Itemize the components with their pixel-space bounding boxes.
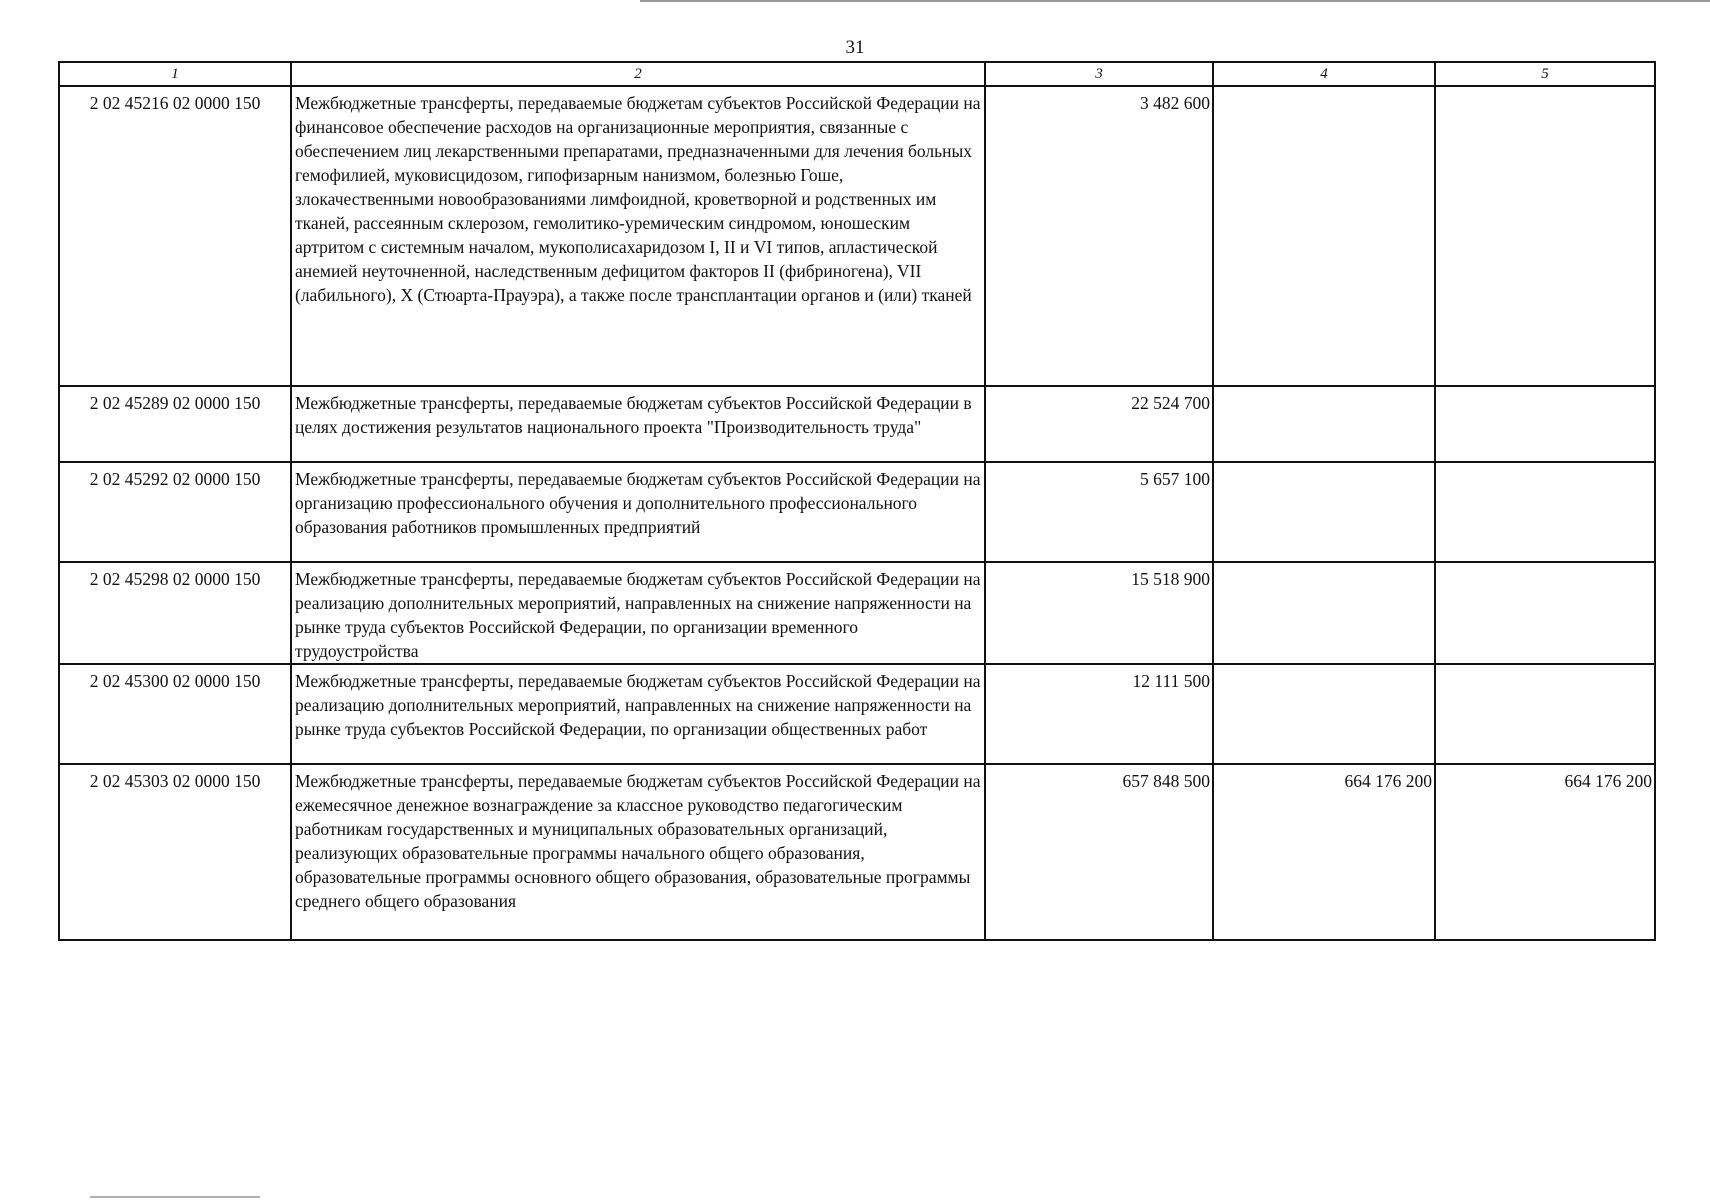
amount-col4	[1213, 664, 1435, 764]
income-code: 2 02 45300 02 0000 150	[59, 664, 291, 764]
column-number-3: 3	[985, 62, 1213, 86]
table-row	[59, 664, 1655, 764]
income-description: Межбюджетные трансферты, передаваемые бюджетам субъектов Российской Федерации на ежемесячное денежное вознаграждение за классное руководство педагогическим работникам государственных и муниципальных образовательных организаций, реализующих образовательные программы начального общего образования, образовательные программы основного общего образования, образовательные программы среднего общего образования	[291, 764, 985, 940]
amount-col5	[1435, 86, 1655, 386]
page-number: 31	[845, 37, 865, 58]
column-number-4: 4	[1213, 62, 1435, 86]
column-number-2: 2	[291, 62, 985, 86]
amount-col3: 3 482 600	[985, 86, 1213, 386]
table-row	[59, 764, 1655, 940]
income-description: Межбюджетные трансферты, передаваемые бюджетам субъектов Российской Федерации на реализацию дополнительных мероприятий, направленных на снижение напряженности на рынке труда субъектов Российской Федерации, по организации временного трудоустройства	[291, 562, 985, 664]
table-row	[59, 562, 1655, 664]
column-number-1: 1	[59, 62, 291, 86]
amount-col5	[1435, 664, 1655, 764]
amount-col5	[1435, 462, 1655, 562]
table-row	[59, 86, 1655, 386]
income-code: 2 02 45303 02 0000 150	[59, 764, 291, 940]
budget-table	[58, 61, 1656, 941]
table-row	[59, 386, 1655, 462]
amount-col5	[1435, 386, 1655, 462]
amount-col4	[1213, 386, 1435, 462]
scan-edge-top	[640, 0, 1710, 2]
column-number-row	[59, 62, 1655, 86]
amount-col5	[1435, 562, 1655, 664]
income-description: Межбюджетные трансферты, передаваемые бюджетам субъектов Российской Федерации на финансовое обеспечение расходов на организационные мероприятия, связанные с обеспечением лиц лекарственными препаратами, предназначенными для лечения больных гемофилией, муковисцидозом, гипофизарным нанизмом, болезнью Гоше, злокачественными новообразованиями лимфоидной, кроветворной и родственных им тканей, рассеянным склерозом, гемолитико-уремическим синдромом, юношеским артритом с системным началом, мукополисахаридозом I, II и VI типов, апластической анемией неуточненной, наследственным дефицитом факторов II (фибриногена), VII (лабильного), X (Стюарта-Прауэра), а также после трансплантации органов и (или) тканей	[291, 86, 985, 386]
amount-col3: 5 657 100	[985, 462, 1213, 562]
amount-col3: 15 518 900	[985, 562, 1213, 664]
income-code: 2 02 45292 02 0000 150	[59, 462, 291, 562]
amount-col4	[1213, 86, 1435, 386]
income-code: 2 02 45289 02 0000 150	[59, 386, 291, 462]
income-code: 2 02 45298 02 0000 150	[59, 562, 291, 664]
income-description: Межбюджетные трансферты, передаваемые бюджетам субъектов Российской Федерации на организацию профессионального обучения и дополнительного профессионального образования работников промышленных предприятий	[291, 462, 985, 562]
table-row	[59, 462, 1655, 562]
amount-col4	[1213, 462, 1435, 562]
amount-col4: 664 176 200	[1213, 764, 1435, 940]
amount-col4	[1213, 562, 1435, 664]
amount-col3: 22 524 700	[985, 386, 1213, 462]
scan-edge-bottom	[90, 1196, 260, 1198]
income-description: Межбюджетные трансферты, передаваемые бюджетам субъектов Российской Федерации в целях достижения результатов национального проекта "Производительность труда"	[291, 386, 985, 462]
column-number-5: 5	[1435, 62, 1655, 86]
amount-col3: 657 848 500	[985, 764, 1213, 940]
income-description: Межбюджетные трансферты, передаваемые бюджетам субъектов Российской Федерации на реализацию дополнительных мероприятий, направленных на снижение напряженности на рынке труда субъектов Российской Федерации, по организации общественных работ	[291, 664, 985, 764]
amount-col5: 664 176 200	[1435, 764, 1655, 940]
income-code: 2 02 45216 02 0000 150	[59, 86, 291, 386]
amount-col3: 12 111 500	[985, 664, 1213, 764]
